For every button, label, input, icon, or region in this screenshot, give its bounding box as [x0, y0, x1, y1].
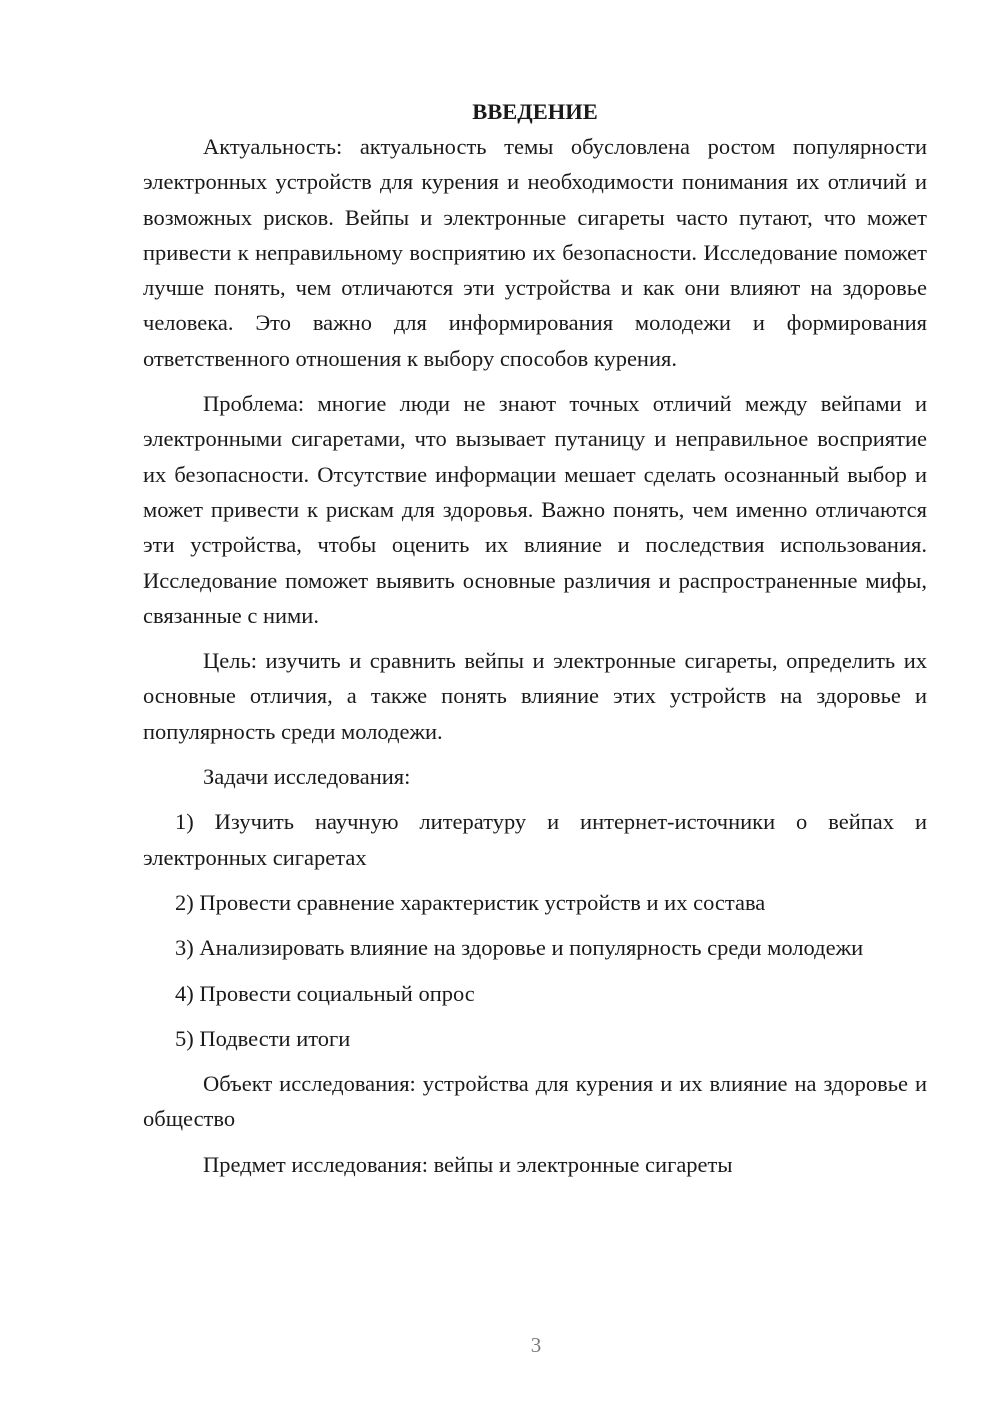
page-content — [143, 94, 927, 1182]
page-number: 3 — [530, 1333, 542, 1357]
research-subject-paragraph: Предмет исследования: вейпы и электронные сигареты — [203, 1151, 733, 1177]
task-item-5: 5) Подвести итоги — [175, 1025, 351, 1051]
task-item-1: 1) Изучить научную литературу и интернет-источники о вейпах и электронных сигаретах — [143, 809, 927, 870]
research-object-paragraph: Объект исследования: устройства для курения и их влияние на здоровье и общество — [143, 1071, 927, 1132]
task-item-4: 4) Провести социальный опрос — [175, 980, 475, 1006]
tasks-heading: Задачи исследования: — [203, 764, 411, 790]
goal-paragraph: Цель: изучить и сравнить вейпы и электронные сигареты, определить их основные отличия, а также понять влияние этих устройств на здоровье и популярность среди молодежи. — [143, 648, 927, 744]
relevance-paragraph: Актуальность: актуальность темы обусловлена ростом популярности электронных устройств для курения и необходимости понимания их отличий и возможных рисков. Вейпы и электронные сигареты часто путают, что может привести к неправильному восприятию их безопасности. Исследование поможет лучше понять, чем отличаются эти устройства и как они влияют на здоровье человека. Это важно для информирования молодежи и формирования ответственного отношения к выбору способов курения. — [143, 134, 927, 371]
task-item-2: 2) Провести сравнение характеристик устройств и их состава — [175, 889, 766, 915]
task-item-3: 3) Анализировать влияние на здоровье и популярность среди молодежи — [175, 935, 864, 961]
section-heading: ВВЕДЕНИЕ — [472, 99, 598, 124]
problem-paragraph: Проблема: многие люди не знают точных отличий между вейпами и электронными сигаретами, что вызывает путаницу и неправильное восприятие их безопасности. Отсутствие информации мешает сделать осознанный выбор и может привести к рискам для здоровья. Важно понять, чем именно отличаются эти устройства, чтобы оценить их влияние и последствия использования. Исследование поможет выявить основные различия и распространенные мифы, связанные с ними. — [143, 391, 927, 628]
